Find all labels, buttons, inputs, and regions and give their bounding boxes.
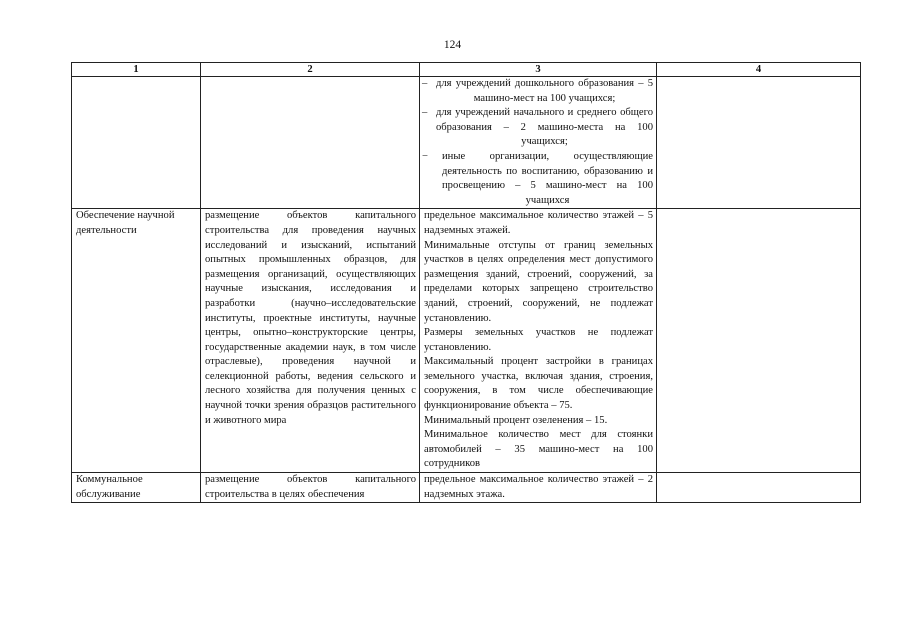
bullet-text: для учреждений дошкольного образования – 5 машино-мест на 100 учащихся; — [436, 78, 653, 104]
table-row — [72, 473, 861, 503]
row0-col2 — [201, 77, 420, 209]
bullet-text: иные организации, осуществляющие деятельность по воспитанию, образованию и просвещению – 5 машино-мест на 100 учащихся — [442, 150, 653, 206]
header-col-4: 4 — [657, 63, 861, 77]
row1-col1: Обеспечение научной деятельности — [72, 209, 201, 473]
row2-col1: Коммунальное обслуживание — [72, 473, 201, 503]
bullet-item — [422, 150, 653, 208]
paragraph: Размеры земельных участков не подлежат установлению. — [424, 327, 653, 353]
paragraph: Минимальные отступы от границ земельных участков в целях определения мест допустимого размещения зданий, строений, сооружений, за пределами которых запрещено строительство зданий, строений, сооружений, не подлежат установлению. — [424, 239, 653, 324]
bullet-mark: – — [422, 78, 428, 89]
row2-col4 — [657, 473, 861, 503]
header-col-1: 1 — [72, 63, 201, 77]
page-number: 124 — [443, 39, 462, 51]
paragraph: Максимальный процент застройки в границах земельного участка, включая здания, строения, сооружения, в том числе обеспечивающие функционирование объекта – 75. — [424, 356, 653, 412]
header-col-2: 2 — [201, 63, 420, 77]
row0-col1 — [72, 77, 201, 209]
paragraph: Минимальный процент озеленения – 15. — [424, 414, 608, 426]
row2-col3: предельное максимальное количество этажей – 2 надземных этажа. — [420, 473, 657, 503]
bullet-text: для учреждений начального и среднего общего образования – 2 машино-места на 100 учащихся; — [436, 107, 653, 148]
table-row — [72, 77, 861, 209]
table-header-row — [72, 63, 861, 77]
regulations-table — [71, 62, 861, 503]
row0-col4 — [657, 77, 861, 209]
header-col-3: 3 — [420, 63, 657, 77]
row1-col2: размещение объектов капитального строительства для проведения научных исследований и изысканий, испытаний опытных промышленных образцов, для размещения организаций, осуществляющих научные изыскания, исследования и разработки (научно–исследовательские институты, проектные институты, научные центры, опытно–конструкторские центры, государственные академии наук, в том числе отраслевые), проведения научной и селекционной работы, ведения сельского и лесного хозяйства для получения ценных с научной точки зрения образцов растительного и животного мира — [201, 209, 420, 473]
paragraph: Минимальное количество мест для стоянки автомобилей – 35 машино-мест на 100 сотрудников — [424, 429, 653, 470]
row0-col3 — [420, 77, 657, 209]
row1-col4 — [657, 209, 861, 473]
bullet-item — [422, 77, 653, 106]
table-row — [72, 209, 861, 473]
bullet-mark: – — [422, 107, 428, 119]
paragraph: предельное максимальное количество этажей – 5 надземных этажей. — [424, 210, 653, 236]
row1-col3 — [420, 209, 657, 473]
bullet-item — [422, 106, 653, 150]
bullet-mark: − — [422, 150, 428, 162]
row2-col2: размещение объектов капитального строительства в целях обеспечения — [201, 473, 420, 503]
